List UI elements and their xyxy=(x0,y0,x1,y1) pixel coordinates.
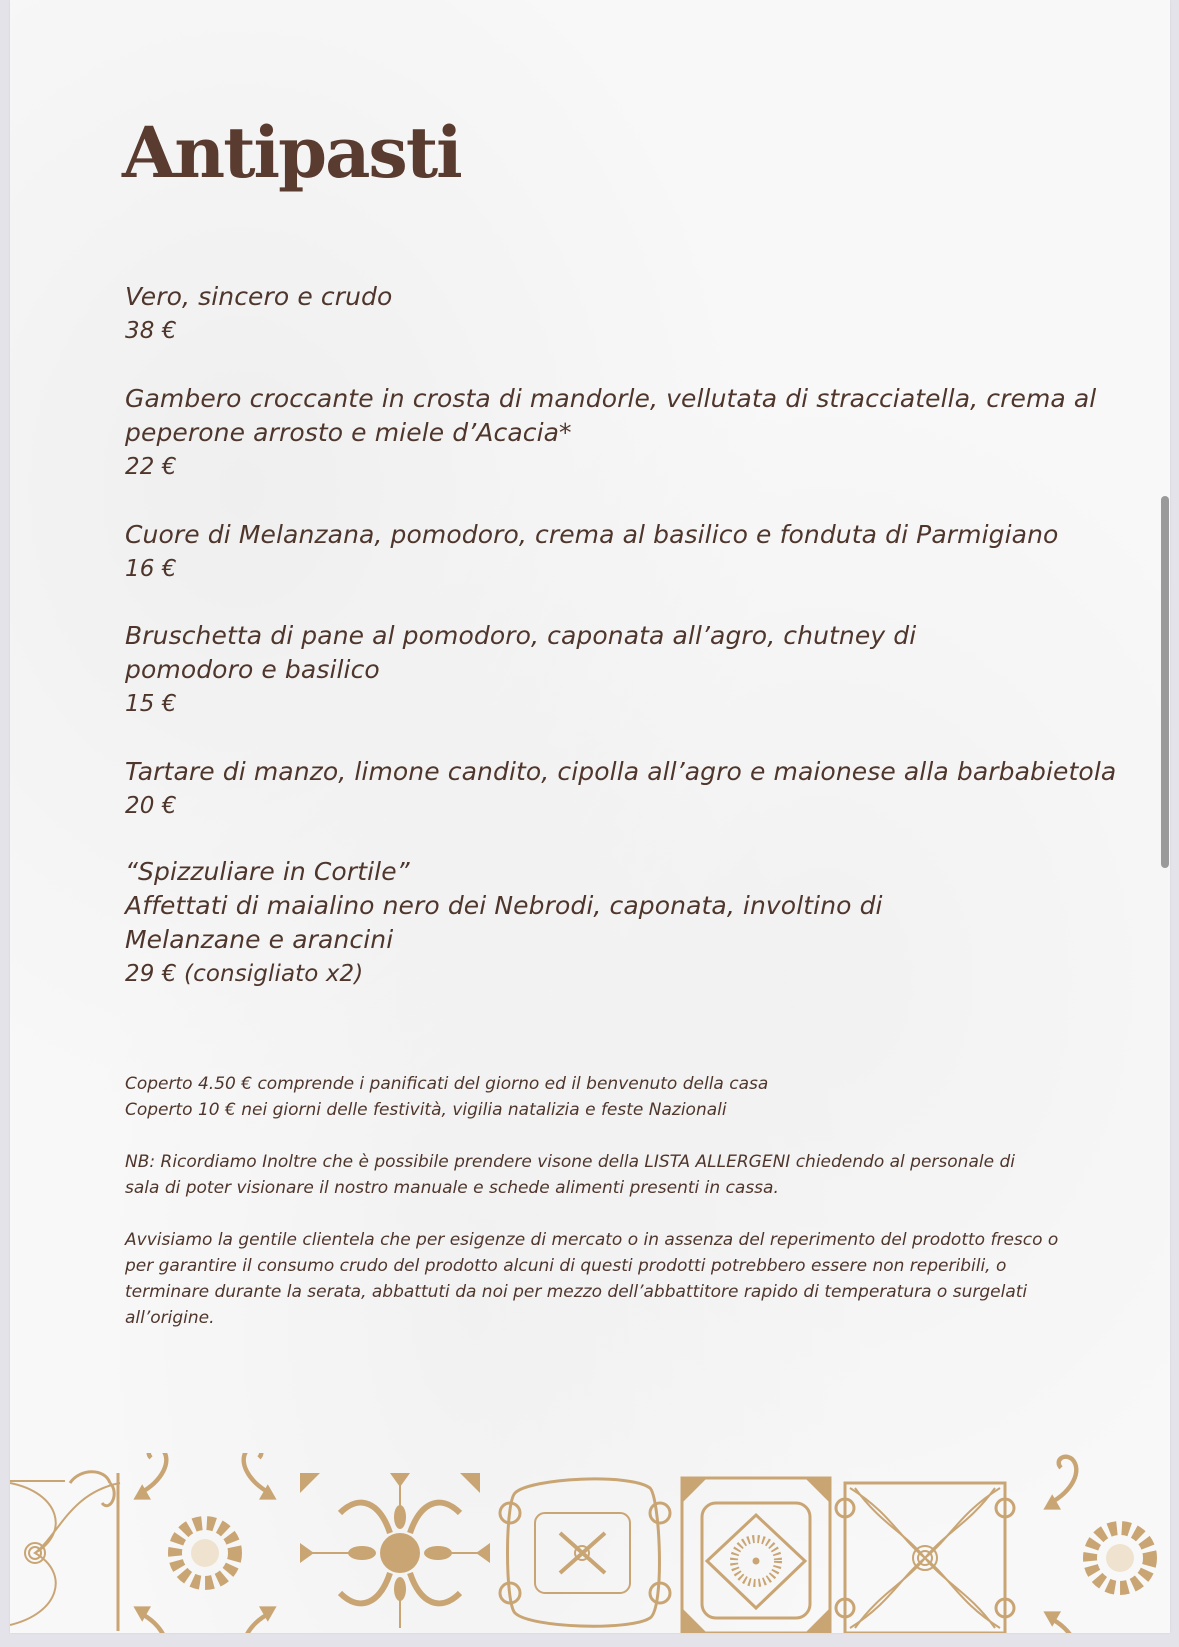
tile-daisy xyxy=(1043,1457,1150,1633)
menu-item-description: Melanzane e arancini xyxy=(125,925,394,954)
menu-item xyxy=(125,382,1096,484)
menu-item-name: Bruschetta di pane al pomodoro, caponata all’agro, chutney di xyxy=(125,621,917,650)
menu-item-price: 20 € xyxy=(125,793,177,819)
page-title: Antipasti xyxy=(122,111,461,194)
menu-item-description: Affettati di maialino nero dei Nebrodi, caponata, involtino di xyxy=(125,891,883,920)
avviso-note: all’origine. xyxy=(125,1308,215,1328)
coperto-note: Coperto 4.50 € comprende i panificati del giorno ed il benvenuto della casa xyxy=(125,1074,769,1094)
tile-quatrefoil xyxy=(836,1483,1014,1633)
menu-item xyxy=(125,280,392,348)
menu-item-price: 15 € xyxy=(125,691,177,717)
menu-item-price: 38 € xyxy=(125,318,177,344)
menu-item-name: pomodoro e basilico xyxy=(125,655,380,684)
menu-item-price: 29 € (consigliato x2) xyxy=(125,961,364,987)
tile-frame xyxy=(500,1479,670,1626)
coperto-note: Coperto 10 € nei giorni delle festività, vigilia natalizia e feste Nazionali xyxy=(125,1100,727,1120)
menu-item xyxy=(125,755,1116,823)
avviso-note: Avvisiamo la gentile clientela che per esigenze di mercato o in assenza del reperimento del prodotto fresco o xyxy=(125,1230,1059,1250)
allergeni-note: NB: Ricordiamo Inoltre che è possibile prendere visone della LISTA ALLERGENI chiedendo al personale di xyxy=(125,1152,1015,1172)
menu-item-price: 16 € xyxy=(125,556,177,582)
menu-item-name: “Spizzuliare in Cortile” xyxy=(125,857,410,886)
tile-rosette xyxy=(300,1473,490,1628)
tile-daisy xyxy=(133,1453,276,1633)
ornamental-tile-border-icon xyxy=(10,1453,1170,1633)
menu-item-name: Tartare di manzo, limone candito, cipolla all’agro e maionese alla barbabietola xyxy=(125,757,1117,786)
menu-item xyxy=(125,619,916,721)
avviso-note: terminare durante la serata, abbattuti da noi per mezzo dell’abbattitore rapido di temperatura o surgelati xyxy=(125,1282,1028,1302)
menu-item-name: Vero, sincero e crudo xyxy=(125,282,393,311)
footnotes xyxy=(125,1071,1058,1331)
menu-item-name: peperone arrosto e miele d’Acacia* xyxy=(125,418,572,447)
menu-item-name: Gambero croccante in crosta di mandorle, vellutata di stracciatella, crema al xyxy=(125,384,1097,413)
tile-diamond xyxy=(682,1478,830,1633)
avviso-note: per garantire il consumo crudo del prodotto alcuni di questi prodotti potrebbero essere non reperibili, o xyxy=(125,1256,1007,1276)
menu-item xyxy=(125,518,1058,586)
menu-item xyxy=(125,855,883,991)
menu-item-price: 22 € xyxy=(125,454,177,480)
vertical-scrollbar[interactable] xyxy=(1161,496,1169,868)
menu-page xyxy=(10,0,1170,1633)
menu-item-name: Cuore di Melanzana, pomodoro, crema al basilico e fonduta di Parmigiano xyxy=(125,520,1059,549)
allergeni-note: sala di poter visionare il nostro manuale e schede alimenti presenti in cassa. xyxy=(125,1178,779,1198)
tile-quatrefoil xyxy=(10,1472,120,1631)
